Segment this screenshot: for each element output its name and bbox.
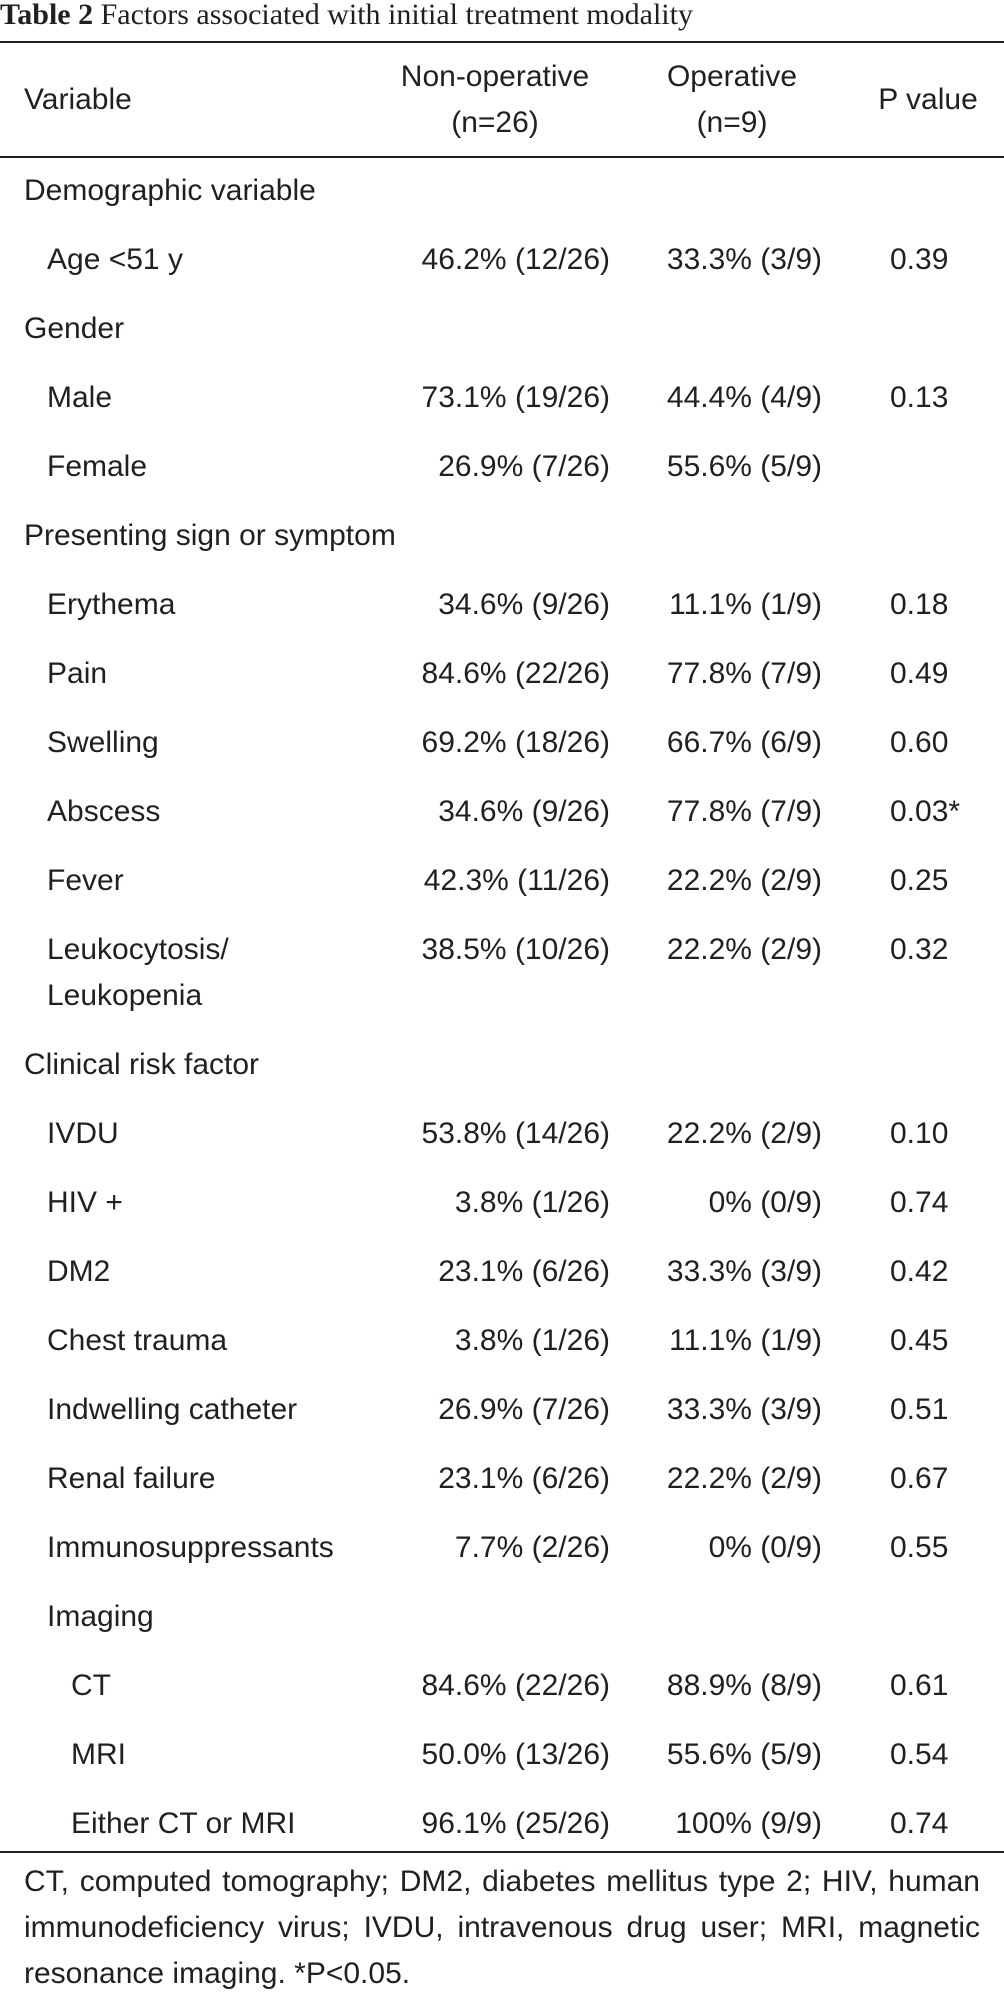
cell-variable — [0, 789, 160, 835]
cell-pvalue: 0.42 — [890, 1255, 949, 1288]
header-operative — [632, 54, 832, 146]
cell-pvalue: 0.45 — [890, 1324, 949, 1357]
cell-nonoperative: 26.9% (7/26) — [438, 1393, 610, 1426]
cell-operative: 77.8% (7/9) — [666, 657, 822, 690]
variable-text: Female — [47, 450, 148, 483]
cell-nonoperative: 84.6% (22/26) — [421, 1669, 610, 1702]
variable-text: Gender — [24, 312, 125, 345]
cell-variable — [0, 1249, 110, 1295]
cell-operative: 11.1% (1/9) — [669, 588, 822, 621]
cell-operative: 22.2% (2/9) — [666, 1462, 822, 1495]
header-pvalue: P value — [878, 83, 978, 116]
cell-variable — [0, 582, 175, 628]
cell-variable — [0, 237, 183, 283]
cell-nonoperative: 96.1% (25/26) — [421, 1807, 610, 1840]
cell-operative: 11.1% (1/9) — [669, 1324, 822, 1357]
variable-text: DM2 — [47, 1255, 111, 1288]
table-caption — [0, 0, 693, 30]
cell-nonoperative: 23.1% (6/26) — [438, 1462, 610, 1495]
cell-variable — [0, 1732, 126, 1778]
header-operative-n: (n=9) — [696, 106, 768, 139]
variable-text: HIV + — [47, 1186, 123, 1219]
cell-variable — [0, 1180, 123, 1226]
cell-pvalue: 0.60 — [890, 726, 949, 759]
variable-text-line2: Leukopenia — [47, 979, 203, 1012]
cell-variable — [0, 1663, 111, 1709]
cell-pvalue: 0.61 — [890, 1669, 949, 1702]
cell-pvalue: 0.39 — [890, 243, 949, 276]
cell-pvalue: 0.18 — [890, 588, 949, 621]
cell-pvalue: 0.74 — [890, 1807, 949, 1840]
cell-operative: 77.8% (7/9) — [666, 795, 822, 828]
table-title: Factors associated with initial treatment modality — [100, 0, 693, 31]
cell-nonoperative: 38.5% (10/26) — [421, 933, 610, 966]
variable-text: Indwelling catheter — [47, 1393, 298, 1426]
cell-nonoperative: 7.7% (2/26) — [454, 1531, 610, 1564]
cell-pvalue: 0.03* — [890, 795, 961, 828]
variable-text: Either CT or MRI — [71, 1807, 296, 1840]
cell-pvalue: 0.10 — [890, 1117, 949, 1150]
cell-operative: 55.6% (5/9) — [666, 450, 822, 483]
cell-pvalue: 0.51 — [890, 1393, 949, 1426]
cell-variable — [0, 858, 124, 904]
cell-operative: 44.4% (4/9) — [666, 381, 822, 414]
variable-text: Leukocytosis/ — [47, 933, 229, 966]
cell-nonoperative: 42.3% (11/26) — [423, 864, 610, 897]
variable-text: MRI — [71, 1738, 126, 1771]
variable-text: Pain — [47, 657, 108, 690]
header-nonoperative-label: Non-operative — [400, 60, 590, 93]
variable-text: Clinical risk factor — [24, 1048, 260, 1081]
variable-text: Immunosuppressants — [47, 1531, 334, 1564]
cell-variable — [0, 444, 147, 490]
cell-variable — [0, 168, 316, 214]
cell-operative: 22.2% (2/9) — [666, 1117, 822, 1150]
cell-nonoperative: 73.1% (19/26) — [421, 381, 610, 414]
cell-pvalue: 0.32 — [890, 933, 949, 966]
cell-variable — [0, 1525, 334, 1571]
cell-nonoperative: 3.8% (1/26) — [454, 1324, 610, 1357]
top-rule — [0, 41, 1004, 43]
cell-pvalue: 0.55 — [890, 1531, 949, 1564]
variable-text: Presenting sign or symptom — [24, 519, 396, 552]
cell-variable — [0, 375, 112, 421]
cell-nonoperative: 46.2% (12/26) — [421, 243, 610, 276]
cell-nonoperative: 23.1% (6/26) — [438, 1255, 610, 1288]
variable-text: Male — [47, 381, 113, 414]
cell-operative: 55.6% (5/9) — [666, 1738, 822, 1771]
cell-operative: 33.3% (3/9) — [666, 1255, 822, 1288]
cell-operative: 22.2% (2/9) — [666, 864, 822, 897]
cell-nonoperative: 84.6% (22/26) — [421, 657, 610, 690]
cell-operative: 33.3% (3/9) — [666, 243, 822, 276]
cell-nonoperative: 34.6% (9/26) — [438, 795, 610, 828]
cell-pvalue: 0.13 — [890, 381, 949, 414]
variable-text: Abscess — [47, 795, 161, 828]
cell-nonoperative: 34.6% (9/26) — [438, 588, 610, 621]
cell-variable — [0, 1318, 227, 1364]
table-footnote: CT, computed tomography; DM2, diabetes mellitus type 2; HIV, human immunodeficiency virus; IVDU, intravenous drug user; MRI, magnetic resonance imaging. *P<0.05. — [24, 1865, 980, 1990]
variable-text: Fever — [47, 864, 124, 897]
cell-pvalue: 0.49 — [890, 657, 949, 690]
cell-nonoperative: 26.9% (7/26) — [438, 450, 610, 483]
cell-variable — [0, 1594, 154, 1640]
table-label: Table 2 — [0, 0, 94, 31]
header-nonoperative-n: (n=26) — [451, 106, 539, 139]
cell-nonoperative: 50.0% (13/26) — [421, 1738, 610, 1771]
cell-variable — [0, 1042, 259, 1088]
bottom-rule — [0, 1851, 1004, 1853]
variable-text: Swelling — [47, 726, 159, 759]
cell-operative: 0% (0/9) — [708, 1186, 822, 1219]
variable-text: Erythema — [47, 588, 176, 621]
variable-text: Chest trauma — [47, 1324, 228, 1357]
variable-text: Demographic variable — [24, 174, 316, 207]
cell-variable — [0, 1111, 119, 1157]
cell-variable — [0, 1387, 297, 1433]
cell-pvalue: 0.25 — [890, 864, 949, 897]
cell-variable — [0, 720, 159, 766]
cell-variable — [0, 927, 229, 1019]
header-operative-label: Operative — [666, 60, 798, 93]
cell-variable — [0, 651, 107, 697]
header-nonoperative — [370, 54, 620, 146]
variable-text: CT — [71, 1669, 111, 1702]
cell-nonoperative: 53.8% (14/26) — [421, 1117, 610, 1150]
variable-text: Imaging — [47, 1600, 154, 1633]
cell-variable — [0, 306, 124, 352]
cell-pvalue: 0.54 — [890, 1738, 949, 1771]
cell-operative: 100% (9/9) — [675, 1807, 822, 1840]
header-variable: Variable — [24, 83, 132, 116]
cell-operative: 33.3% (3/9) — [666, 1393, 822, 1426]
cell-operative: 66.7% (6/9) — [666, 726, 822, 759]
cell-pvalue: 0.67 — [890, 1462, 949, 1495]
cell-nonoperative: 3.8% (1/26) — [454, 1186, 610, 1219]
cell-variable — [0, 513, 396, 559]
variable-text: IVDU — [47, 1117, 119, 1150]
cell-operative: 88.9% (8/9) — [666, 1669, 822, 1702]
cell-operative: 0% (0/9) — [708, 1531, 822, 1564]
variable-text: Age <51 y — [47, 243, 183, 276]
cell-operative: 22.2% (2/9) — [666, 933, 822, 966]
header-rule — [0, 156, 1004, 158]
cell-nonoperative: 69.2% (18/26) — [421, 726, 610, 759]
cell-pvalue: 0.74 — [890, 1186, 949, 1219]
cell-variable — [0, 1456, 215, 1502]
cell-variable — [0, 1801, 296, 1847]
variable-text: Renal failure — [47, 1462, 216, 1495]
